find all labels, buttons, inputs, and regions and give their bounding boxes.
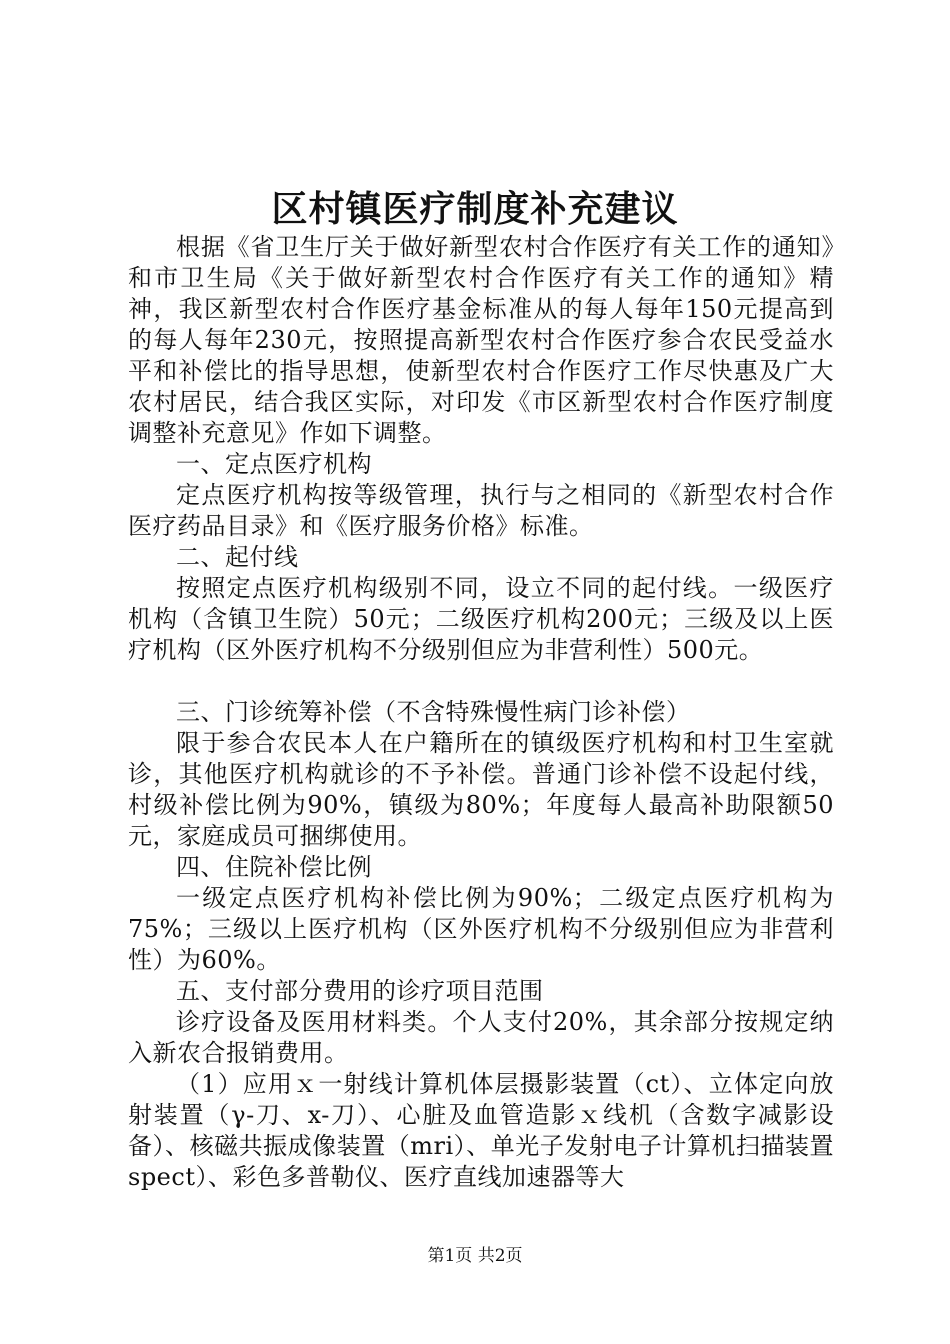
paragraph-section-3: 限于参合农民本人在户籍所在的镇级医疗机构和村卫生室就诊，其他医疗机构就诊的不予补偿。普通门诊补偿不设起付线，村级补偿比例为90%，镇级为80%；年度每人最高补助限额50元，家庭成员可捆绑使用。 (128, 729, 834, 850)
page-footer: 第1页 共2页 (427, 1246, 523, 1266)
paragraph-section-1: 定点医疗机构按等级管理，执行与之相同的《新型农村合作医疗药品目录》和《医疗服务价格》标准。 (128, 481, 834, 540)
paragraph-intro: 根据《省卫生厅关于做好新型农村合作医疗有关工作的通知》和市卫生局《关于做好新型农村合作医疗有关工作的通知》精神，我区新型农村合作医疗基金标准从的每人每年150元提高到的每人每年230元，按照提高新型农村合作医疗参合农民受益水平和补偿比的指导思想，使新型农村合作医疗工作尽快惠及广大农村居民，结合我区实际，对印发《市区新型农村合作医疗制度调整补充意见》作如下调整。 (128, 233, 834, 447)
section-heading-2: 二、起付线 (176, 543, 299, 571)
section-heading-1: 一、定点医疗机构 (176, 450, 372, 478)
document-body (128, 232, 834, 1193)
paragraph-item-1: （1）应用ｘ一射线计算机体层摄影装置（ct）、立体定向放射装置（γ-刀、x-刀）、心脏及血管造影ｘ线机（含数字减影设备）、核磁共振成像装置（mri）、单光子发射电子计算机扫描装置spect）、彩色多普勒仪、医疗直线加速器等大 (128, 1070, 834, 1191)
section-heading-3: 三、门诊统筹补偿（不含特殊慢性病门诊补偿） (176, 698, 691, 726)
blank-line (128, 666, 834, 697)
section-heading-4: 四、住院补偿比例 (176, 853, 372, 881)
paragraph-section-4: 一级定点医疗机构补偿比例为90%；二级定点医疗机构为75%；三级以上医疗机构（区外医疗机构不分级别但应为非营利性）为60%。 (128, 884, 834, 974)
document-title: 区村镇医疗制度补充建议 (271, 188, 679, 230)
section-heading-5: 五、支付部分费用的诊疗项目范围 (176, 977, 544, 1005)
paragraph-section-2: 按照定点医疗机构级别不同，设立不同的起付线。一级医疗机构（含镇卫生院）50元；二级医疗机构200元；三级及以上医疗机构（区外医疗机构不分级别但应为非营利性）500元。 (128, 574, 834, 664)
paragraph-section-5: 诊疗设备及医用材料类。个人支付20%，其余部分按规定纳入新农合报销费用。 (128, 1008, 834, 1067)
